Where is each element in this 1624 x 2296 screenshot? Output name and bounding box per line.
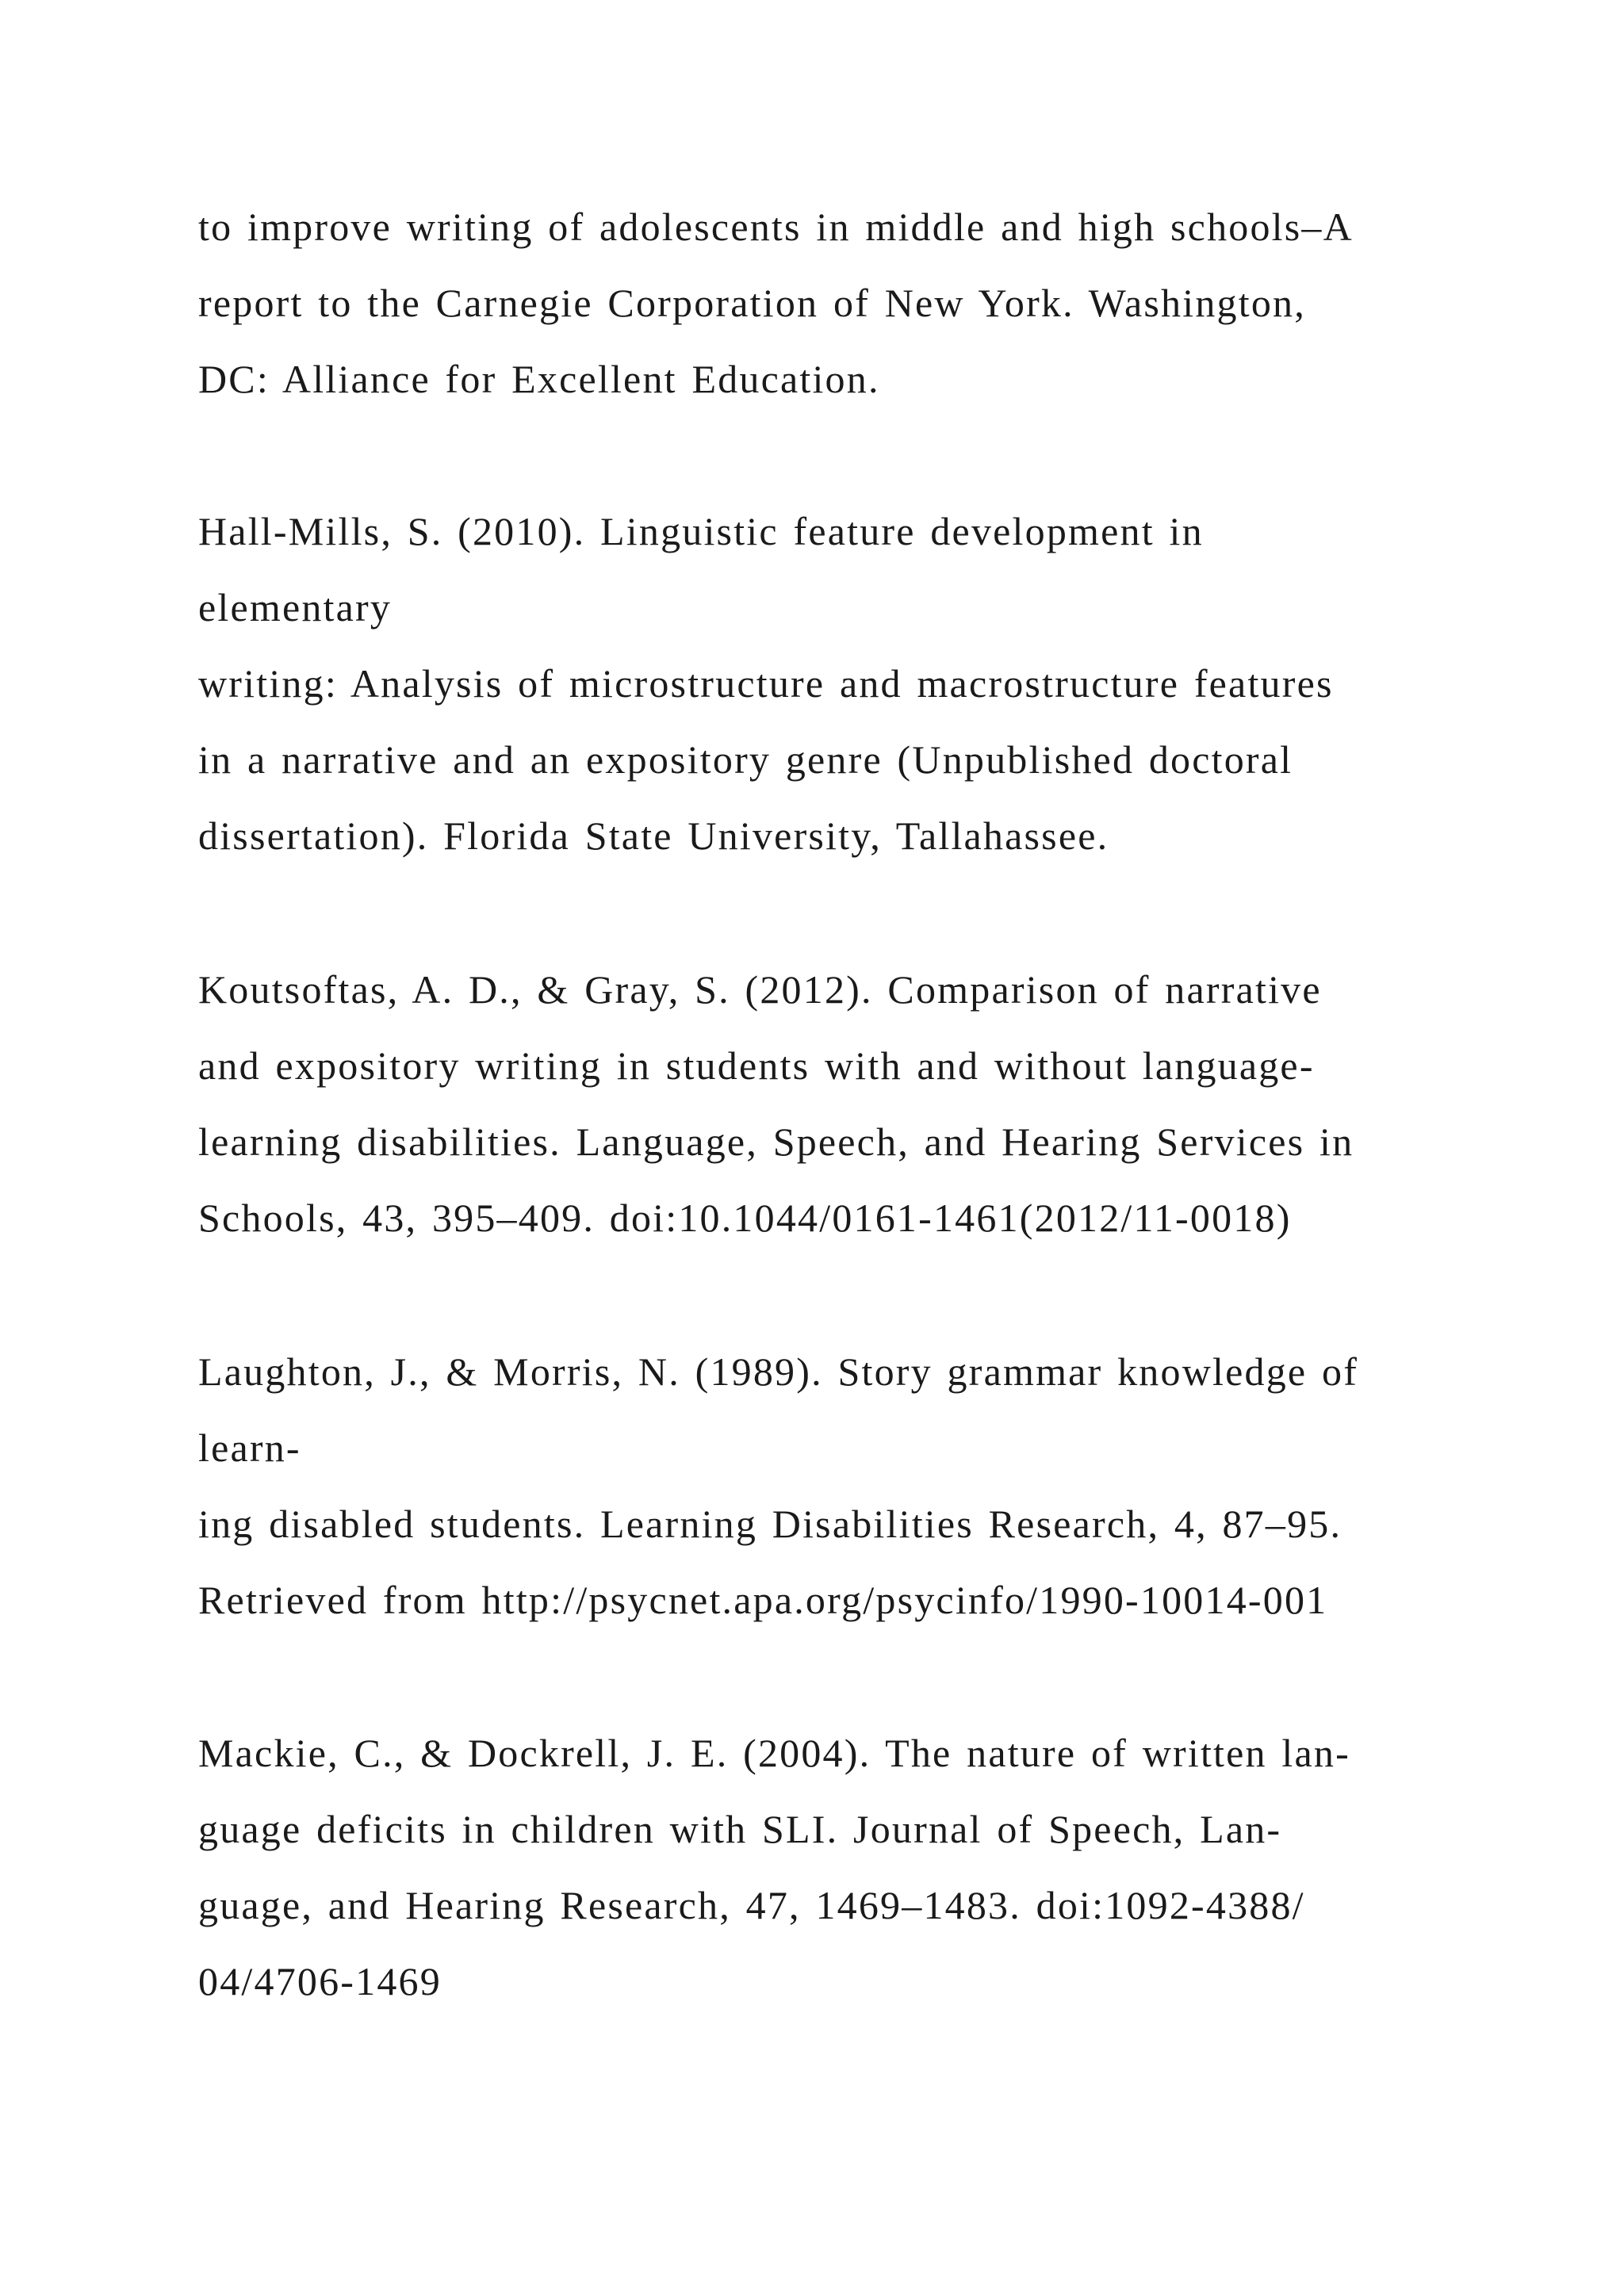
reference-entry-mackie [198, 1715, 1546, 2019]
reference-line: learn- [198, 1425, 301, 1470]
reference-entry-hall-mills [198, 493, 1546, 874]
reference-entry-koutsoftas [198, 951, 1546, 1256]
reference-line: Retrieved from http://psycnet.apa.org/psycinfo/1990-10014-001 [198, 1578, 1328, 1622]
reference-line: learning disabilities. Language, Speech, and Hearing Services in [198, 1119, 1354, 1164]
reference-line: DC: Alliance for Excellent Education. [198, 357, 880, 401]
reference-line: in a narrative and an expository genre (Unpublished doctoral [198, 737, 1293, 782]
reference-line: writing: Analysis of microstructure and macrostructure features [198, 661, 1334, 706]
reference-line: 04/4706-1469 [198, 1959, 442, 2003]
reference-line: to improve writing of adolescents in middle and high schools–A [198, 205, 1354, 249]
reference-line: Mackie, C., & Dockrell, J. E. (2004). The nature of written lan- [198, 1731, 1350, 1775]
reference-line: and expository writing in students with and without language- [198, 1043, 1315, 1088]
reference-line: Koutsoftas, A. D., & Gray, S. (2012). Comparison of narrative [198, 967, 1322, 1012]
reference-line: guage deficits in children with SLI. Journal of Speech, Lan- [198, 1807, 1282, 1851]
reference-line: Hall-Mills, S. (2010). Linguistic feature development in [198, 509, 1204, 553]
reference-line: guage, and Hearing Research, 47, 1469–1483. doi:1092-4388/ [198, 1883, 1305, 1927]
reference-line: ing disabled students. Learning Disabilities Research, 4, 87–95. [198, 1502, 1342, 1546]
reference-line: report to the Carnegie Corporation of New York. Washington, [198, 281, 1306, 325]
reference-entry-laughton [198, 1334, 1546, 1638]
reference-line: Schools, 43, 395–409. doi:10.1044/0161-1461(2012/11-0018) [198, 1196, 1292, 1240]
reference-line: Laughton, J., & Morris, N. (1989). Story grammar knowledge of [198, 1349, 1359, 1394]
reference-line: elementary [198, 585, 393, 629]
reference-line: dissertation). Florida State University, Tallahassee. [198, 813, 1109, 858]
reference-entry-continuation [198, 189, 1546, 417]
